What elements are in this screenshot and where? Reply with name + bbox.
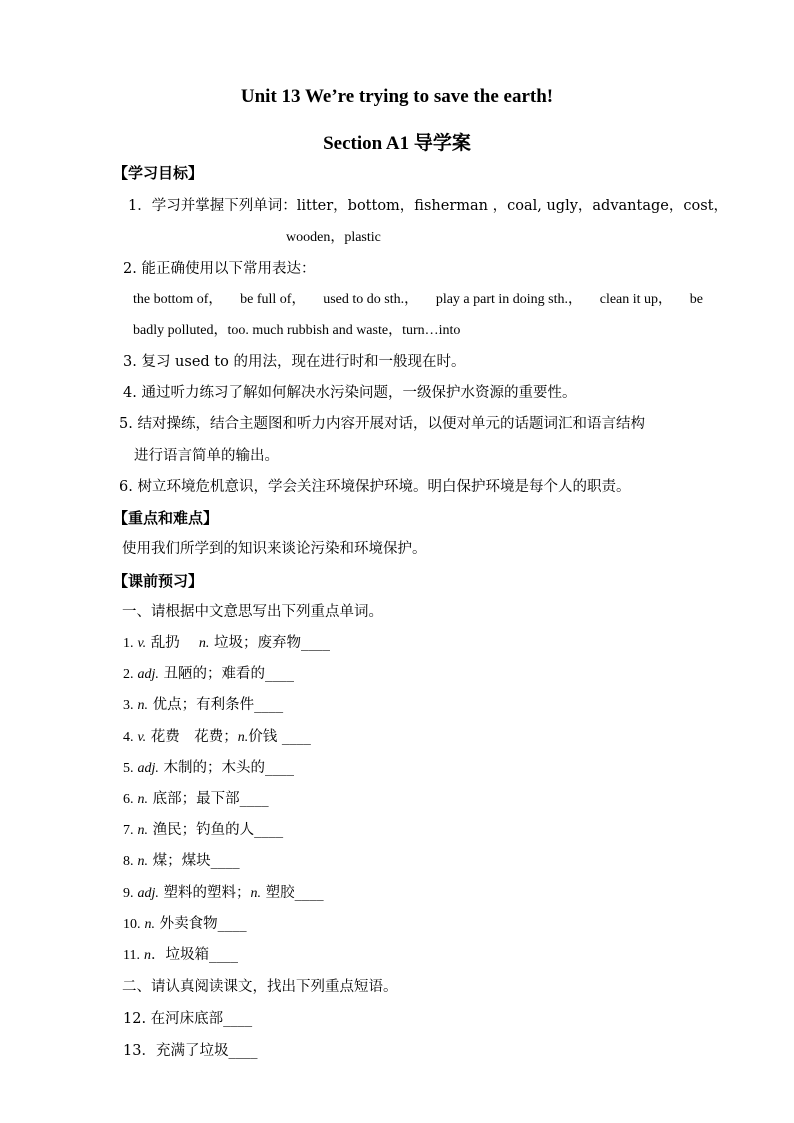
- word-item: [123, 820, 283, 841]
- key-points-heading: 【重点和难点】: [113, 509, 219, 527]
- word-item: [123, 945, 238, 966]
- word-item: [123, 727, 311, 748]
- definition: 价钱 ____: [248, 729, 311, 745]
- objective-6: 6. 树立环境危机意识，学会关注环境保护环境。明白保护环境是每个人的职责。: [119, 479, 631, 495]
- word-item: [123, 758, 294, 779]
- item-number: 1.: [123, 636, 134, 651]
- definition: 外卖食物____: [155, 916, 247, 932]
- definition: 丑陋的；难看的____: [158, 666, 294, 682]
- definition: 煤；煤块____: [148, 853, 240, 869]
- word-item: [123, 789, 269, 810]
- part-of-speech: adj.: [137, 667, 159, 682]
- item-number: 2.: [123, 667, 134, 682]
- expression: used to do sth.，: [323, 292, 419, 307]
- part-of-speech: n.: [137, 823, 148, 838]
- word-item: [123, 695, 283, 716]
- part-of-speech: v.: [137, 636, 147, 651]
- part-of-speech: n.: [137, 854, 148, 869]
- document-title: Unit 13 We’re trying to save the earth!: [240, 86, 554, 107]
- definition: 塑胶____: [261, 885, 324, 901]
- item-number: 6.: [123, 792, 134, 807]
- item-number: 9.: [123, 886, 134, 901]
- expressions-line-2: badly polluted，too. much rubbish and waste，turn…into: [133, 323, 461, 338]
- objective-2: 2. 能正确使用以下常用表达：: [123, 261, 316, 277]
- word-item: [123, 883, 324, 904]
- phrase-item-13: 13．充满了垃圾____: [123, 1043, 258, 1059]
- word-item: [123, 664, 294, 685]
- word-item: [123, 851, 240, 872]
- preview-part-1: 一、请根据中文意思写出下列重点单词。: [122, 604, 383, 620]
- objective-5-cont: 进行语言简单的输出。: [134, 448, 279, 464]
- part-of-speech: n.: [198, 636, 210, 651]
- definition: 木制的；木头的____: [158, 760, 294, 776]
- item-number: 11.: [123, 948, 140, 963]
- part-of-speech: n.: [144, 917, 155, 932]
- definition: 花费 花费；: [146, 729, 238, 745]
- preview-heading: 【课前预习】: [113, 572, 204, 590]
- part-of-speech: n.: [250, 886, 261, 901]
- expression: play a part in doing sth.，: [435, 292, 583, 307]
- definition: 底部；最下部____: [148, 791, 269, 807]
- definition: 优点；有利条件____: [148, 697, 284, 713]
- objective-1: 1．学习并掌握下列单词：litter，bottom，fisherman ，coal, ugly，advantage，cost，: [128, 198, 728, 214]
- part-of-speech: v.: [137, 730, 147, 745]
- expression: the bottom of，: [133, 292, 223, 307]
- part-of-speech: adj.: [137, 761, 159, 776]
- document-subtitle: Section A1 导学案: [323, 133, 471, 154]
- objective-5: 5. 结对操练，结合主题图和听力内容开展对话，以便对单元的话题词汇和语言结构: [119, 416, 645, 432]
- objective-1-cont: wooden，plastic: [286, 230, 381, 245]
- definition: 垃圾；废弃物____: [209, 635, 331, 651]
- part-of-speech: n: [143, 948, 151, 963]
- word-item: [123, 914, 247, 935]
- objective-3: 3. 复习 used to 的用法，现在进行时和一般现在时。: [123, 354, 466, 370]
- item-number: 7.: [123, 823, 134, 838]
- expression: be full of，: [240, 292, 306, 307]
- objectives-heading: 【学习目标】: [113, 164, 204, 182]
- item-number: 8.: [123, 854, 134, 869]
- item-number: 10.: [123, 917, 141, 932]
- definition: 塑料的塑料；: [158, 885, 251, 901]
- item-number: 4.: [123, 730, 134, 745]
- expression: be: [689, 292, 703, 307]
- part-of-speech: n.: [137, 698, 148, 713]
- definition: 渔民；钓鱼的人____: [148, 822, 284, 838]
- objective-4: 4. 通过听力练习了解如何解决水污染问题，一级保护水资源的重要性。: [123, 385, 577, 401]
- item-number: 3.: [123, 698, 134, 713]
- part-of-speech: n.: [137, 792, 148, 807]
- part-of-speech: adj.: [137, 886, 159, 901]
- preview-part-2: 二、请认真阅读课文，找出下列重点短语。: [122, 979, 398, 995]
- expression: clean it up，: [599, 292, 673, 307]
- item-number: 5.: [123, 761, 134, 776]
- word-item: [123, 633, 330, 654]
- key-points-text: 使用我们所学到的知识来谈论污染和环境保护。: [122, 541, 427, 557]
- phrase-item-12: 12. 在河床底部____: [123, 1011, 253, 1027]
- part-of-speech: n.: [237, 730, 249, 745]
- expressions-line-1: [133, 290, 703, 310]
- definition: 乱扔: [146, 635, 199, 651]
- definition: ．垃圾箱____: [150, 947, 238, 963]
